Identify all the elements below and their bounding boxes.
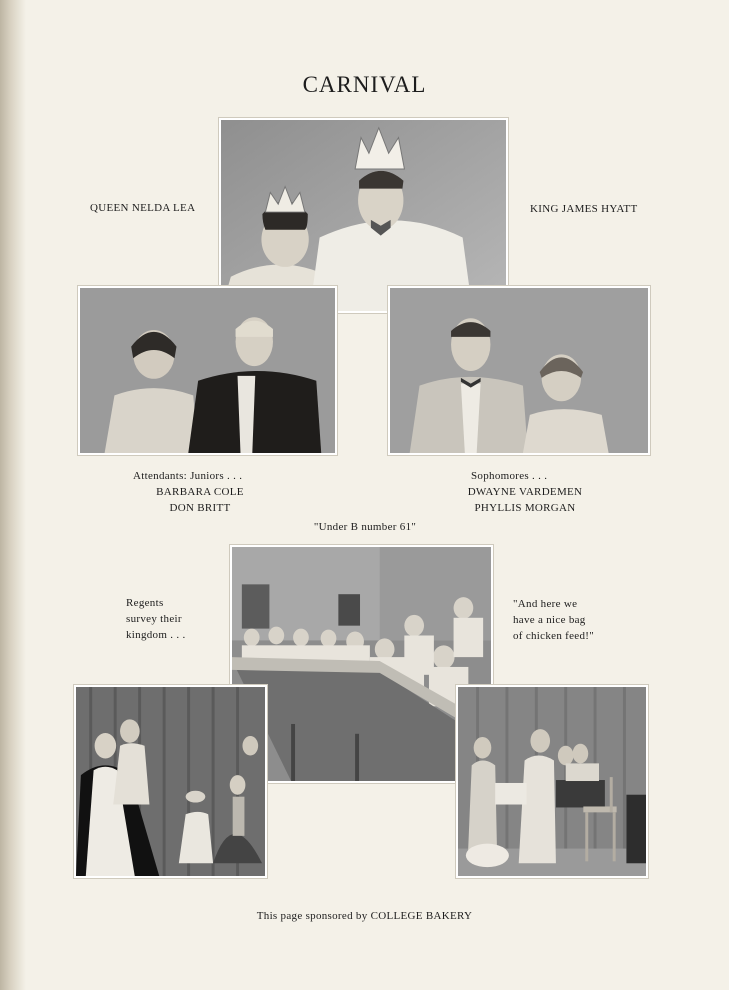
juniors-heading: Attendants: Juniors . . .	[133, 470, 243, 482]
regents-caption-line: survey their	[126, 613, 182, 625]
junior-attendant-name: BARBARA COLE	[156, 486, 244, 498]
sophomore-attendant-name: PHYLLIS MORGAN	[474, 502, 576, 514]
page-title: CARNIVAL	[302, 72, 427, 97]
bingo-hall-photo	[230, 545, 493, 783]
sophomore-attendant-name: DWAYNE VARDEMEN	[467, 486, 583, 498]
bingo-caption: "Under B number 61"	[313, 521, 417, 533]
chicken-feed-booth-photo	[456, 685, 648, 878]
sophomores-heading: Sophomores . . .	[471, 470, 548, 482]
regents-survey-photo	[74, 685, 267, 878]
sophomores-attendants-photo	[388, 286, 650, 455]
chicken-feed-caption-line: of chicken feed!"	[513, 630, 595, 642]
regents-caption-line: kingdom . . .	[126, 629, 186, 641]
queen-caption: QUEEN NELDA LEA	[90, 202, 196, 214]
binding-shadow	[0, 0, 26, 990]
regents-caption-line: Regents	[126, 597, 164, 609]
page-sponsor-footer: This page sponsored by COLLEGE BAKERY	[256, 910, 473, 922]
chicken-feed-caption-line: have a nice bag	[513, 614, 586, 626]
junior-attendant-name: DON BRITT	[169, 502, 231, 514]
king-caption: KING JAMES HYATT	[530, 203, 638, 215]
royalty-photo	[219, 118, 508, 313]
chicken-feed-caption-line: "And here we	[513, 598, 578, 610]
juniors-attendants-photo	[78, 286, 337, 455]
